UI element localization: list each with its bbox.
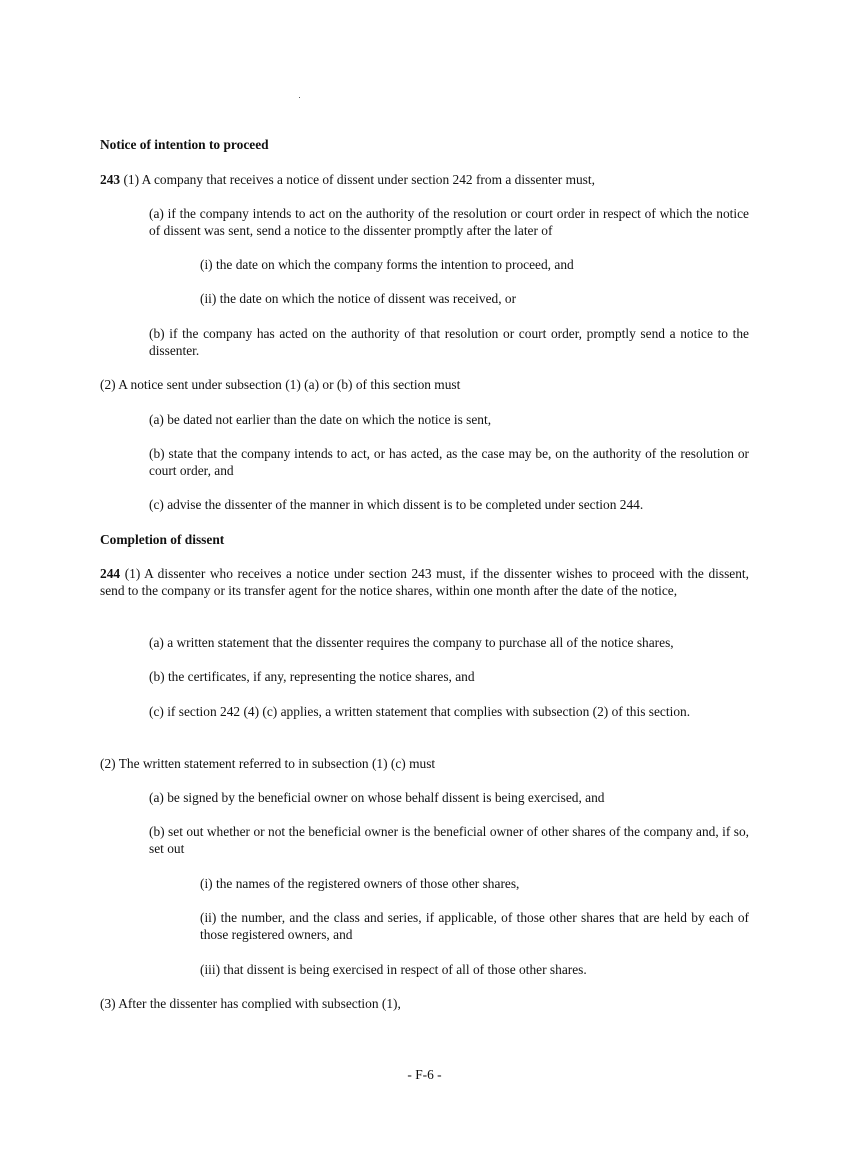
clause-243-1b: (b) if the company has acted on the authority of that resolution or court order, promptly send a notice to the dissenter.	[149, 326, 749, 358]
clause-243-1a: (a) if the company intends to act on the authority of the resolution or court order in respect of which the notice of dissent was sent, send a notice to the dissenter promptly after the later of	[149, 206, 749, 238]
subclause-244-2b-iii: (iii) that dissent is being exercised in respect of all of those other shares.	[200, 962, 587, 977]
subclause-244-2b-ii: (ii) the number, and the class and series, if applicable, of those other shares that are held by each of those registered owners, and	[200, 910, 749, 942]
subclause-244-2b-i: (i) the names of the registered owners of those other shares,	[200, 876, 520, 891]
page-number: - F-6 -	[407, 1067, 442, 1083]
clause-244-1c: (c) if section 242 (4) (c) applies, a written statement that complies with subsection (2) of this section.	[149, 704, 691, 719]
subsection-243-1	[100, 172, 749, 189]
subclause-243-1a-i: (i) the date on which the company forms the intention to proceed, and	[200, 257, 574, 272]
clause-243-2c: (c) advise the dissenter of the manner in which dissent is to be completed under section 244.	[149, 497, 644, 512]
scan-mark	[299, 97, 300, 98]
section-number: 244	[100, 566, 121, 581]
subsection-244-3: (3) After the dissenter has complied with subsection (1),	[100, 996, 401, 1011]
section-heading: Completion of dissent	[100, 532, 225, 547]
subsection-244-2: (2) The written statement referred to in subsection (1) (c) must	[100, 756, 436, 771]
clause-244-2a: (a) be signed by the beneficial owner on whose behalf dissent is being exercised, and	[149, 790, 605, 805]
subsection-243-2: (2) A notice sent under subsection (1) (a) or (b) of this section must	[100, 377, 461, 392]
clause-244-1a: (a) a written statement that the dissenter requires the company to purchase all of the notice shares,	[149, 635, 674, 650]
section-heading: Notice of intention to proceed	[100, 137, 269, 152]
clause-244-1b: (b) the certificates, if any, representing the notice shares, and	[149, 669, 475, 684]
clause-243-2a: (a) be dated not earlier than the date on which the notice is sent,	[149, 412, 492, 427]
section-number: 243	[100, 172, 121, 187]
clause-243-2b: (b) state that the company intends to act, or has acted, as the case may be, on the authority of the resolution or court order, and	[149, 446, 749, 478]
subsection-244-1	[100, 566, 749, 599]
subclause-243-1a-ii: (ii) the date on which the notice of dissent was received, or	[200, 291, 517, 306]
clause-244-2b: (b) set out whether or not the beneficial owner is the beneficial owner of other shares of the company and, if so, set out	[149, 824, 749, 856]
subsection-text: (1) A dissenter who receives a notice under section 243 must, if the dissenter wishes to proceed with the dissent, send to the company or its transfer agent for the notice shares, within one month after the date of the notice,	[100, 566, 749, 598]
subsection-text: (1) A company that receives a notice of dissent under section 242 from a dissenter must,	[120, 172, 595, 187]
